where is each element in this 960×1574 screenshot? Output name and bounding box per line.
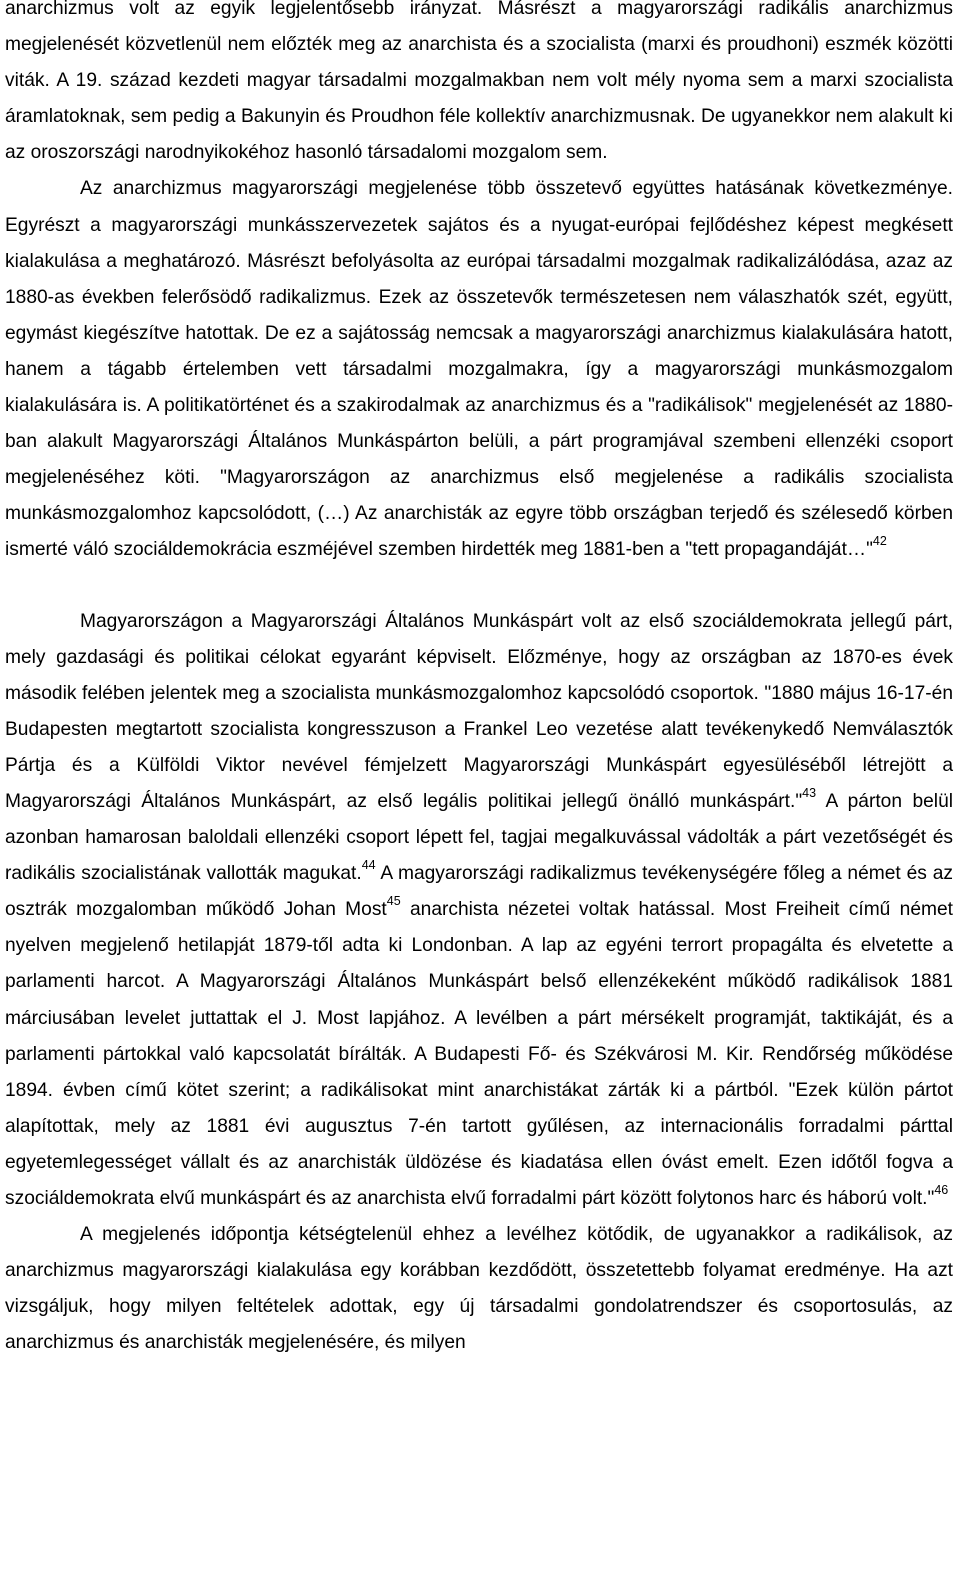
- footnote-ref-46[interactable]: 46: [934, 1182, 949, 1197]
- footnote-ref-43[interactable]: 43: [802, 785, 817, 800]
- footnote-ref-45[interactable]: 45: [386, 893, 401, 908]
- document-page: [5, 0, 953, 1361]
- paragraph-2-text: Az anarchizmus magyarországi megjelenése több összetevő együttes hatásának következménye. Egyrészt a magyarországi munkásszervezetek sajátos és a nyugat-európai fejlődéshez képest megkésett kialakulása a meghatározó. Másrészt befolyásolta az európai társadalmi mozgalmak radikalizálódása, azaz az 1880-as években felerősödő radikalizmus. Ezek az összetevők természetesen nem válaszhatók szét, együtt, egymást kiegészítve hatottak. De ez a sajátosság nemcsak a magyarországi anarchizmus kialakulására hatott, hanem a tágabb értelemben vett társadalmi mozgalmakra, így a magyarországi munkásmozgalom kialakulására is. A politikatörténet és a szakirodalmak az anarchizmus és a "radikálisok" megjelenését az 1880-ban alakult Magyarországi Általános Munkáspárton belüli, a párt programjával szembeni ellenzéki csoport megjelenéséhez köti. "Magyarországon az anarchizmus első megjelenése a radikális szocialista munkásmozgalomhoz kapcsolódott, (…) Az anarchisták az egyre több országban terjedő és szélesedő körben ismerté váló szociáldemokrácia eszméjével szemben hirdették meg 1881-ben a "tett propagandáját…": [5, 178, 953, 561]
- paragraph-1-text: anarchizmus volt az egyik legjelentősebb irányzat. Másrészt a magyarországi radikális anarchizmus megjelenését közvetlenül nem előzték meg az anarchista és a szocialista (marxi és proudhoni) eszmék közötti viták. A 19. század kezdeti magyar társadalmi mozgalmakban nem volt mély nyoma sem a marxi szocialista áramlatoknak, sem pedig a Bakunyin és Proudhon féle kollektív anarchizmusnak. De ugyanekkor nem alakult ki az oroszországi narodnyikokéhoz hasonló társadalomi mozgalom sem.: [5, 0, 953, 164]
- paragraph-1: [5, 0, 953, 171]
- footnote-ref-44[interactable]: 44: [361, 857, 376, 872]
- paragraph-3-text-2: A párton belül azonban hamarosan baloldali ellenzéki csoport lépett fel, tagjai megalkuvással vádolták a párt vezetőségét és radikális szocialistának vallották magukat.: [5, 790, 953, 885]
- paragraph-4-text: A megjelenés időpontja kétségtelenül ehhez a levélhez kötődik, de ugyanakkor a radikálisok, az anarchizmus magyarországi kialakulása egy korábban kezdődött, összetettebb folyamat eredménye. Ha azt vizsgáljuk, hogy milyen feltételek adottak, egy új társadalmi gondolatrendszer és csoportosulás, az anarchizmus és anarchisták megjelenésére, és milyen: [5, 1224, 953, 1354]
- paragraph-3-text-3: A magyarországi radikalizmus tevékenységére főleg a német és az osztrák mozgalomban működő Johan Most: [5, 863, 953, 921]
- paragraph-2: [5, 171, 953, 568]
- paragraph-4: [5, 1217, 953, 1361]
- paragraph-3-text-1: Magyarországon a Magyarországi Általános Munkáspárt volt az első szociáldemokrata jellegű párt, mely gazdasági és politikai célokat egyaránt képviselt. Előzménye, hogy az országban az 1870-es évek második felében jelentek meg a szocialista munkásmozgalomhoz kapcsolódó csoportok. "1880 május 16-17-én Budapesten megtartott szocialista kongresszuson a Frankel Leo vezetése alatt tevékenykedő Nemválasztók Pártja és a Külföldi Viktor nevével fémjelzett Magyarországi Munkáspárt egyesüléséből létrejött a Magyarországi Általános Munkáspárt, az első legális politikai jellegű önálló munkáspárt.": [5, 610, 953, 812]
- footnote-ref-42[interactable]: 42: [872, 534, 887, 549]
- paragraph-3-text-4: anarchista nézetei voltak hatással. Most Freiheit című német nyelven megjelenő hetilapját 1879-től adta ki Londonban. A lap az egyéni terrort propagálta és elvetette a parlamenti harcot. A Magyarországi Általános Munkáspárt belső ellenzékeként működő radikálisok 1881 márciusában levelet juttattak el J. Most lapjához. A levélben a párt mérsékelt programját, taktikáját, és a parlamenti pártokkal való kapcsolatát bírálták. A Budapesti Fő- és Székvárosi M. Kir. Rendőrség működése 1894. évben című kötet szerint; a radikálisokat mint anarchistákat zárták ki a pártból. "Ezek külön pártot alapítottak, mely az 1881 évi augusztus 7-én tartott gyűlésen, az internacionális forradalmi párttal egyetemlegességet vállalt és az anarchisták üldözése és kiadatása ellen óvást emelt. Ezen időtől fogva a szociáldemokrata elvű munkáspárt és az anarchista elvű forradalmi párt között folytonos harc és háború volt.": [5, 899, 954, 1209]
- paragraph-3: [5, 604, 953, 1218]
